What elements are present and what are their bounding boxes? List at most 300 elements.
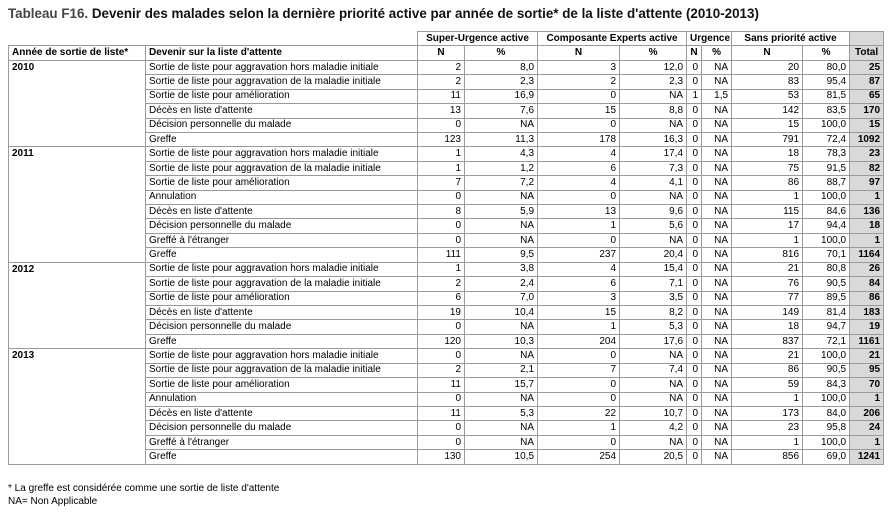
urgence-n: 0 [687, 118, 702, 132]
table-row [9, 89, 884, 103]
col-n: N [732, 46, 803, 60]
outcome-cell: Sortie de liste pour amélioration [146, 378, 418, 392]
table-row [9, 450, 884, 464]
year-label: 2012 [9, 262, 146, 276]
experts-n: 1 [538, 421, 620, 435]
urgence-pct: NA [702, 262, 732, 276]
year-cell-empty [9, 277, 146, 291]
sans-priorite-n: 18 [732, 320, 803, 334]
experts-pct: 20,4 [620, 248, 687, 262]
urgence-n: 0 [687, 132, 702, 146]
experts-n: 178 [538, 132, 620, 146]
group-urgence: Urgence [687, 32, 732, 46]
sans-priorite-pct: 100,0 [803, 233, 850, 247]
experts-pct: 3,5 [620, 291, 687, 305]
table-row [9, 205, 884, 219]
sans-priorite-n: 856 [732, 450, 803, 464]
total-cell: 95 [850, 363, 884, 377]
sans-priorite-n: 83 [732, 75, 803, 89]
table-row [9, 147, 884, 161]
table-row [9, 132, 884, 146]
total-cell: 1164 [850, 248, 884, 262]
col-pct: % [465, 46, 538, 60]
experts-pct: 4,2 [620, 421, 687, 435]
super-urgence-n: 13 [418, 104, 465, 118]
urgence-n: 0 [687, 291, 702, 305]
year-cell-empty [9, 378, 146, 392]
super-urgence-pct: NA [465, 435, 538, 449]
super-urgence-pct: 16,9 [465, 89, 538, 103]
table-row [9, 435, 884, 449]
year-cell-empty [9, 132, 146, 146]
sans-priorite-pct: 80,8 [803, 262, 850, 276]
table-row [9, 118, 884, 132]
sans-priorite-pct: 78,3 [803, 147, 850, 161]
experts-pct: 17,4 [620, 147, 687, 161]
urgence-n: 0 [687, 262, 702, 276]
experts-n: 22 [538, 406, 620, 420]
experts-n: 15 [538, 306, 620, 320]
urgence-pct: NA [702, 233, 732, 247]
sans-priorite-n: 791 [732, 132, 803, 146]
experts-n: 2 [538, 75, 620, 89]
super-urgence-n: 11 [418, 406, 465, 420]
experts-n: 204 [538, 334, 620, 348]
year-cell-empty [9, 421, 146, 435]
urgence-pct: NA [702, 378, 732, 392]
urgence-n: 0 [687, 205, 702, 219]
super-urgence-pct: NA [465, 233, 538, 247]
sans-priorite-n: 21 [732, 262, 803, 276]
urgence-n: 0 [687, 320, 702, 334]
urgence-pct: NA [702, 60, 732, 74]
experts-pct: 16,3 [620, 132, 687, 146]
sans-priorite-n: 75 [732, 161, 803, 175]
experts-pct: 7,4 [620, 363, 687, 377]
sans-priorite-n: 1 [732, 435, 803, 449]
urgence-pct: NA [702, 363, 732, 377]
experts-pct: NA [620, 233, 687, 247]
sans-priorite-n: 142 [732, 104, 803, 118]
total-cell: 25 [850, 60, 884, 74]
outcome-cell: Annulation [146, 190, 418, 204]
urgence-n: 0 [687, 306, 702, 320]
experts-n: 1 [538, 320, 620, 334]
sans-priorite-pct: 94,7 [803, 320, 850, 334]
experts-n: 7 [538, 363, 620, 377]
sans-priorite-n: 21 [732, 349, 803, 363]
total-cell: 21 [850, 349, 884, 363]
year-cell-empty [9, 219, 146, 233]
table-row [9, 421, 884, 435]
super-urgence-pct: 2,1 [465, 363, 538, 377]
experts-pct: 20,5 [620, 450, 687, 464]
total-cell: 84 [850, 277, 884, 291]
year-cell-empty [9, 104, 146, 118]
total-cell: 24 [850, 421, 884, 435]
table-title-number: Tableau F16. [8, 6, 89, 21]
experts-n: 0 [538, 89, 620, 103]
year-cell-empty [9, 75, 146, 89]
group-composante-experts: Composante Experts active [538, 32, 687, 46]
urgence-n: 0 [687, 421, 702, 435]
experts-pct: NA [620, 89, 687, 103]
outcome-cell: Sortie de liste pour aggravation de la maladie initiale [146, 363, 418, 377]
experts-n: 254 [538, 450, 620, 464]
urgence-pct: NA [702, 291, 732, 305]
experts-pct: NA [620, 392, 687, 406]
year-cell-empty [9, 334, 146, 348]
experts-pct: NA [620, 435, 687, 449]
total-cell: 18 [850, 219, 884, 233]
experts-n: 3 [538, 291, 620, 305]
group-super-urgence: Super-Urgence active [418, 32, 538, 46]
sans-priorite-pct: 84,6 [803, 205, 850, 219]
super-urgence-n: 0 [418, 219, 465, 233]
year-cell-empty [9, 363, 146, 377]
urgence-pct: NA [702, 392, 732, 406]
super-urgence-pct: 2,4 [465, 277, 538, 291]
super-urgence-n: 19 [418, 306, 465, 320]
year-cell-empty [9, 291, 146, 305]
table-row [9, 60, 884, 74]
total-cell: 136 [850, 205, 884, 219]
super-urgence-n: 0 [418, 233, 465, 247]
urgence-pct: NA [702, 176, 732, 190]
footnote-na: NA= Non Applicable [8, 495, 98, 507]
sans-priorite-n: 86 [732, 176, 803, 190]
sans-priorite-n: 1 [732, 190, 803, 204]
sans-priorite-n: 53 [732, 89, 803, 103]
urgence-pct: NA [702, 161, 732, 175]
super-urgence-n: 120 [418, 334, 465, 348]
table-row [9, 233, 884, 247]
experts-pct: 5,3 [620, 320, 687, 334]
sans-priorite-n: 23 [732, 421, 803, 435]
total-cell: 26 [850, 262, 884, 276]
year-label: 2011 [9, 147, 146, 161]
urgence-pct: NA [702, 421, 732, 435]
sans-priorite-n: 837 [732, 334, 803, 348]
col-n: N [418, 46, 465, 60]
super-urgence-n: 6 [418, 291, 465, 305]
table-title [8, 6, 759, 21]
super-urgence-pct: NA [465, 349, 538, 363]
experts-n: 15 [538, 104, 620, 118]
sans-priorite-pct: 91,5 [803, 161, 850, 175]
outcome-cell: Sortie de liste pour amélioration [146, 89, 418, 103]
experts-pct: 12,0 [620, 60, 687, 74]
sans-priorite-pct: 100,0 [803, 435, 850, 449]
outcome-cell: Décès en liste d'attente [146, 306, 418, 320]
table-row [9, 291, 884, 305]
total-cell: 1 [850, 435, 884, 449]
experts-pct: 15,4 [620, 262, 687, 276]
outcome-cell: Décès en liste d'attente [146, 104, 418, 118]
outcome-cell: Greffe [146, 334, 418, 348]
experts-pct: 7,3 [620, 161, 687, 175]
outcome-cell: Greffe [146, 450, 418, 464]
urgence-n: 0 [687, 233, 702, 247]
outcome-cell: Décision personnelle du malade [146, 320, 418, 334]
experts-pct: 10,7 [620, 406, 687, 420]
urgence-n: 0 [687, 60, 702, 74]
sans-priorite-n: 59 [732, 378, 803, 392]
total-cell: 97 [850, 176, 884, 190]
urgence-n: 0 [687, 435, 702, 449]
total-cell: 87 [850, 75, 884, 89]
sans-priorite-pct: 94,4 [803, 219, 850, 233]
urgence-pct: NA [702, 118, 732, 132]
super-urgence-pct: NA [465, 118, 538, 132]
sans-priorite-pct: 72,1 [803, 334, 850, 348]
super-urgence-pct: NA [465, 392, 538, 406]
urgence-n: 0 [687, 378, 702, 392]
outcome-cell: Annulation [146, 392, 418, 406]
urgence-n: 0 [687, 161, 702, 175]
sans-priorite-pct: 81,4 [803, 306, 850, 320]
sans-priorite-n: 149 [732, 306, 803, 320]
sans-priorite-n: 1 [732, 233, 803, 247]
sans-priorite-n: 17 [732, 219, 803, 233]
col-outcome: Devenir sur la liste d'attente [146, 46, 418, 60]
col-year: Année de sortie de liste* [9, 46, 146, 60]
table-row [9, 349, 884, 363]
table-row [9, 277, 884, 291]
col-total: Total [850, 46, 884, 60]
urgence-n: 0 [687, 219, 702, 233]
super-urgence-pct: 5,3 [465, 406, 538, 420]
experts-n: 0 [538, 435, 620, 449]
sans-priorite-pct: 83,5 [803, 104, 850, 118]
table-row [9, 378, 884, 392]
outcome-cell: Greffé à l'étranger [146, 233, 418, 247]
outcome-cell: Greffe [146, 132, 418, 146]
super-urgence-n: 0 [418, 421, 465, 435]
sans-priorite-n: 816 [732, 248, 803, 262]
super-urgence-pct: 8,0 [465, 60, 538, 74]
super-urgence-n: 0 [418, 349, 465, 363]
table-row [9, 176, 884, 190]
urgence-n: 0 [687, 104, 702, 118]
year-cell-empty [9, 435, 146, 449]
total-cell: 170 [850, 104, 884, 118]
sans-priorite-n: 20 [732, 60, 803, 74]
urgence-pct: NA [702, 205, 732, 219]
table-row [9, 320, 884, 334]
experts-n: 3 [538, 60, 620, 74]
experts-n: 4 [538, 176, 620, 190]
urgence-pct: NA [702, 334, 732, 348]
super-urgence-pct: 2,3 [465, 75, 538, 89]
sans-priorite-pct: 100,0 [803, 392, 850, 406]
outcome-cell: Greffé à l'étranger [146, 435, 418, 449]
sans-priorite-n: 115 [732, 205, 803, 219]
experts-pct: 9,6 [620, 205, 687, 219]
experts-pct: 8,8 [620, 104, 687, 118]
outcome-cell: Décision personnelle du malade [146, 421, 418, 435]
sans-priorite-pct: 81,5 [803, 89, 850, 103]
total-cell: 1092 [850, 132, 884, 146]
year-cell-empty [9, 450, 146, 464]
year-cell-empty [9, 89, 146, 103]
year-cell-empty [9, 118, 146, 132]
super-urgence-n: 0 [418, 118, 465, 132]
urgence-n: 0 [687, 406, 702, 420]
table-row [9, 161, 884, 175]
super-urgence-pct: 5,9 [465, 205, 538, 219]
table-row [9, 190, 884, 204]
urgence-pct: NA [702, 349, 732, 363]
year-label: 2013 [9, 349, 146, 363]
super-urgence-pct: NA [465, 219, 538, 233]
super-urgence-n: 0 [418, 320, 465, 334]
super-urgence-pct: NA [465, 421, 538, 435]
group-sans-priorite: Sans priorité active [732, 32, 850, 46]
urgence-pct: 1,5 [702, 89, 732, 103]
table-row [9, 219, 884, 233]
experts-pct: 2,3 [620, 75, 687, 89]
table-row [9, 306, 884, 320]
year-cell-empty [9, 406, 146, 420]
outcome-cell: Sortie de liste pour aggravation de la maladie initiale [146, 277, 418, 291]
super-urgence-pct: 7,2 [465, 176, 538, 190]
year-cell-empty [9, 320, 146, 334]
outcome-cell: Sortie de liste pour aggravation hors maladie initiale [146, 60, 418, 74]
super-urgence-n: 2 [418, 60, 465, 74]
sans-priorite-pct: 72,4 [803, 132, 850, 146]
data-table [8, 31, 884, 465]
sans-priorite-pct: 70,1 [803, 248, 850, 262]
total-cell: 15 [850, 118, 884, 132]
total-cell: 65 [850, 89, 884, 103]
super-urgence-pct: 1,2 [465, 161, 538, 175]
super-urgence-pct: 7,0 [465, 291, 538, 305]
super-urgence-pct: 9,5 [465, 248, 538, 262]
super-urgence-pct: NA [465, 320, 538, 334]
super-urgence-n: 123 [418, 132, 465, 146]
urgence-n: 0 [687, 450, 702, 464]
outcome-cell: Sortie de liste pour aggravation hors maladie initiale [146, 262, 418, 276]
sans-priorite-pct: 89,5 [803, 291, 850, 305]
super-urgence-n: 1 [418, 262, 465, 276]
year-cell-empty [9, 161, 146, 175]
super-urgence-n: 0 [418, 190, 465, 204]
experts-n: 6 [538, 161, 620, 175]
super-urgence-pct: 10,3 [465, 334, 538, 348]
sans-priorite-pct: 95,8 [803, 421, 850, 435]
table-row [9, 406, 884, 420]
urgence-n: 0 [687, 277, 702, 291]
urgence-n: 0 [687, 363, 702, 377]
urgence-pct: NA [702, 406, 732, 420]
urgence-pct: NA [702, 132, 732, 146]
sans-priorite-n: 77 [732, 291, 803, 305]
super-urgence-n: 1 [418, 161, 465, 175]
urgence-pct: NA [702, 306, 732, 320]
super-urgence-n: 130 [418, 450, 465, 464]
urgence-pct: NA [702, 435, 732, 449]
sans-priorite-n: 76 [732, 277, 803, 291]
urgence-n: 0 [687, 349, 702, 363]
table-row [9, 104, 884, 118]
year-cell-empty [9, 205, 146, 219]
outcome-cell: Greffe [146, 248, 418, 262]
col-pct: % [803, 46, 850, 60]
outcome-cell: Décès en liste d'attente [146, 406, 418, 420]
sans-priorite-pct: 90,5 [803, 277, 850, 291]
sans-priorite-pct: 80,0 [803, 60, 850, 74]
total-cell: 1 [850, 233, 884, 247]
total-cell: 82 [850, 161, 884, 175]
urgence-n: 0 [687, 147, 702, 161]
year-cell-empty [9, 248, 146, 262]
table-row [9, 248, 884, 262]
super-urgence-n: 2 [418, 363, 465, 377]
table-row [9, 363, 884, 377]
urgence-pct: NA [702, 104, 732, 118]
table-title-text: Devenir des malades selon la dernière priorité active par année de sortie* de la liste d'attente (2010-2013) [91, 6, 759, 21]
footnote-greffe: * La greffe est considérée comme une sortie de liste d'attente [8, 483, 280, 494]
sans-priorite-pct: 95,4 [803, 75, 850, 89]
outcome-cell: Sortie de liste pour aggravation de la maladie initiale [146, 75, 418, 89]
super-urgence-pct: 10,5 [465, 450, 538, 464]
outcome-cell: Décision personnelle du malade [146, 219, 418, 233]
outcome-cell: Décès en liste d'attente [146, 205, 418, 219]
experts-n: 0 [538, 349, 620, 363]
urgence-pct: NA [702, 450, 732, 464]
super-urgence-n: 7 [418, 176, 465, 190]
table-row [9, 262, 884, 276]
urgence-n: 0 [687, 334, 702, 348]
super-urgence-pct: 15,7 [465, 378, 538, 392]
experts-n: 4 [538, 147, 620, 161]
col-n: N [687, 46, 702, 60]
experts-pct: NA [620, 118, 687, 132]
table-row [9, 334, 884, 348]
experts-n: 4 [538, 262, 620, 276]
experts-pct: NA [620, 349, 687, 363]
outcome-cell: Sortie de liste pour aggravation hors maladie initiale [146, 349, 418, 363]
urgence-n: 0 [687, 248, 702, 262]
experts-n: 0 [538, 118, 620, 132]
year-cell-empty [9, 392, 146, 406]
table-row [9, 75, 884, 89]
super-urgence-pct: 11,3 [465, 132, 538, 146]
super-urgence-pct: NA [465, 190, 538, 204]
urgence-n: 0 [687, 75, 702, 89]
col-n: N [538, 46, 620, 60]
urgence-n: 0 [687, 392, 702, 406]
super-urgence-pct: 7,6 [465, 104, 538, 118]
experts-n: 237 [538, 248, 620, 262]
outcome-cell: Sortie de liste pour amélioration [146, 176, 418, 190]
super-urgence-pct: 10,4 [465, 306, 538, 320]
super-urgence-pct: 4,3 [465, 147, 538, 161]
col-pct: % [620, 46, 687, 60]
sans-priorite-n: 86 [732, 363, 803, 377]
outcome-cell: Sortie de liste pour aggravation hors maladie initiale [146, 147, 418, 161]
experts-pct: 17,6 [620, 334, 687, 348]
urgence-pct: NA [702, 219, 732, 233]
experts-pct: NA [620, 378, 687, 392]
table-row [9, 392, 884, 406]
experts-n: 0 [538, 233, 620, 247]
column-header-row [9, 46, 884, 60]
super-urgence-n: 2 [418, 277, 465, 291]
super-urgence-n: 11 [418, 378, 465, 392]
sans-priorite-pct: 100,0 [803, 118, 850, 132]
